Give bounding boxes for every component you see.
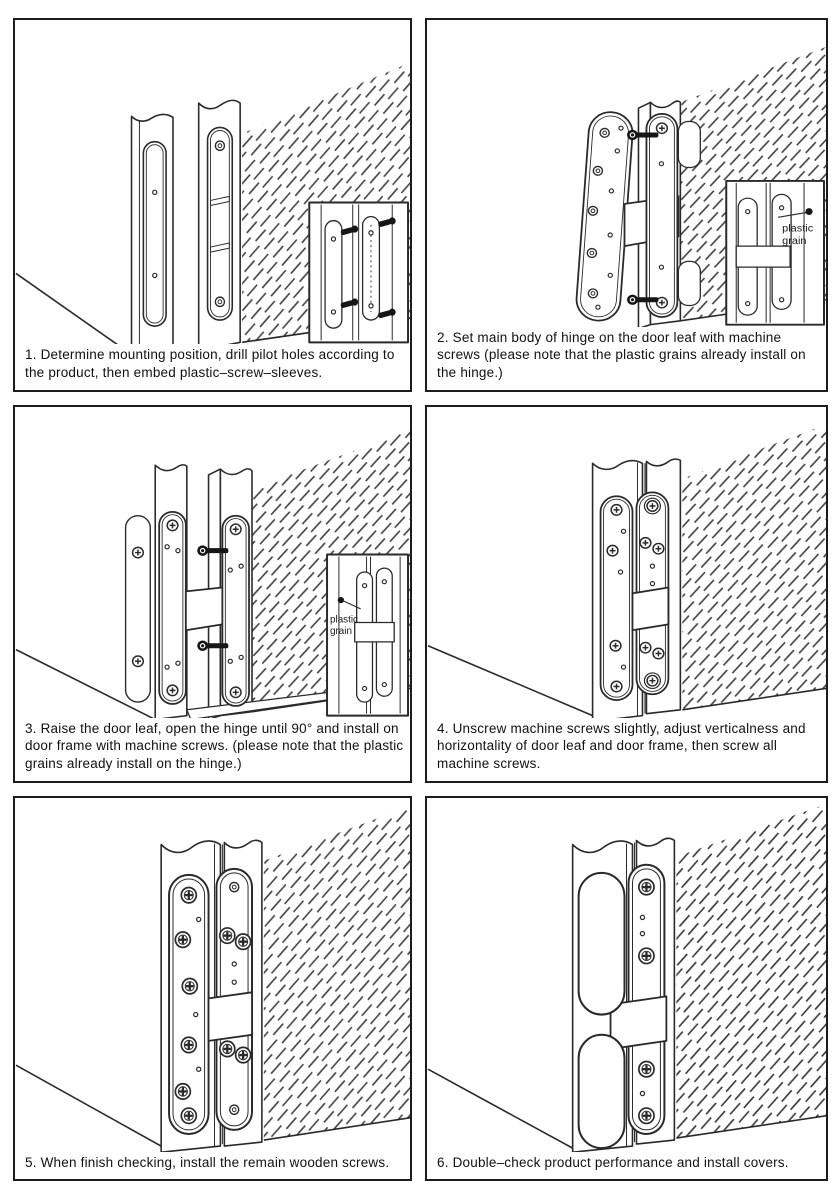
step-panel-6 xyxy=(425,796,828,1181)
step-caption-2: 2. Set main body of hinge on the door leaf with machine screws (please note that the plastic grains already install on the hinge.) xyxy=(437,329,806,381)
step-4-drawing xyxy=(427,407,826,718)
hinge-wing-leaf xyxy=(169,875,209,1134)
step-panel-4 xyxy=(425,405,828,783)
hinge-90-degrees xyxy=(159,512,249,706)
hinge-arm xyxy=(186,588,223,631)
step-panel-5 xyxy=(13,796,412,1181)
floor-line xyxy=(428,1069,573,1148)
step-caption-6: 6. Double–check product performance and install covers. xyxy=(437,1155,789,1171)
hinge-arm xyxy=(209,992,252,1041)
hinge-with-covers xyxy=(579,865,667,1148)
plastic-grain-dot xyxy=(338,597,344,603)
step-caption-1: 1. Determine mounting position, drill pilot holes according to the product, then embed plastic–screw–sleeves. xyxy=(25,347,395,381)
inset-label-plastic: plastic xyxy=(330,614,358,626)
floor-line xyxy=(16,273,132,344)
hinge-cover-bottom xyxy=(579,1035,625,1148)
hinge-wing-leaf xyxy=(601,496,633,700)
wall-hatch xyxy=(682,424,826,709)
inset-screw-sleeves xyxy=(309,202,408,342)
hinge-wing-frame xyxy=(222,516,249,706)
step-5-drawing xyxy=(15,798,410,1152)
hinge-cover-top xyxy=(579,873,625,1015)
hinge-wing-leaf xyxy=(159,512,186,704)
step-panel-2 xyxy=(425,18,828,392)
door-frame-post xyxy=(173,100,240,344)
floor-line xyxy=(428,646,593,716)
hinge-wing-mounted xyxy=(646,114,677,317)
step-caption-5: 5. When finish checking, install the remain wooden screws. xyxy=(25,1155,390,1171)
inset-plastic-grain xyxy=(726,181,824,325)
inset-label-grain: grain xyxy=(330,626,352,638)
step-1-drawing xyxy=(15,20,410,344)
step-6-drawing xyxy=(427,798,826,1152)
door-leaf-post xyxy=(132,114,173,344)
inset-label-grain: grain xyxy=(782,235,807,248)
step-3-drawing xyxy=(15,407,410,718)
step-2-drawing xyxy=(427,20,826,327)
inset-label-plastic: plastic xyxy=(782,222,814,235)
step-caption-3: 3. Raise the door leaf, open the hinge until 90° and install on door frame with machine screws. (please note that the plastic grains already install on the hinge.) xyxy=(25,720,404,772)
wall-hatch xyxy=(676,804,826,1138)
step-caption-4: 4. Unscrew machine screws slightly, adjust verticalness and horizontality of door leaf and door frame, then screw all machine screws. xyxy=(437,720,806,772)
inset-plastic-grain xyxy=(327,555,408,716)
step-panel-1 xyxy=(13,18,412,392)
floor-line xyxy=(16,1065,161,1146)
hinge-arm xyxy=(632,588,668,631)
step-panel-3 xyxy=(13,405,412,783)
wall-hatch xyxy=(264,806,410,1140)
plastic-grain-dot xyxy=(805,208,812,215)
